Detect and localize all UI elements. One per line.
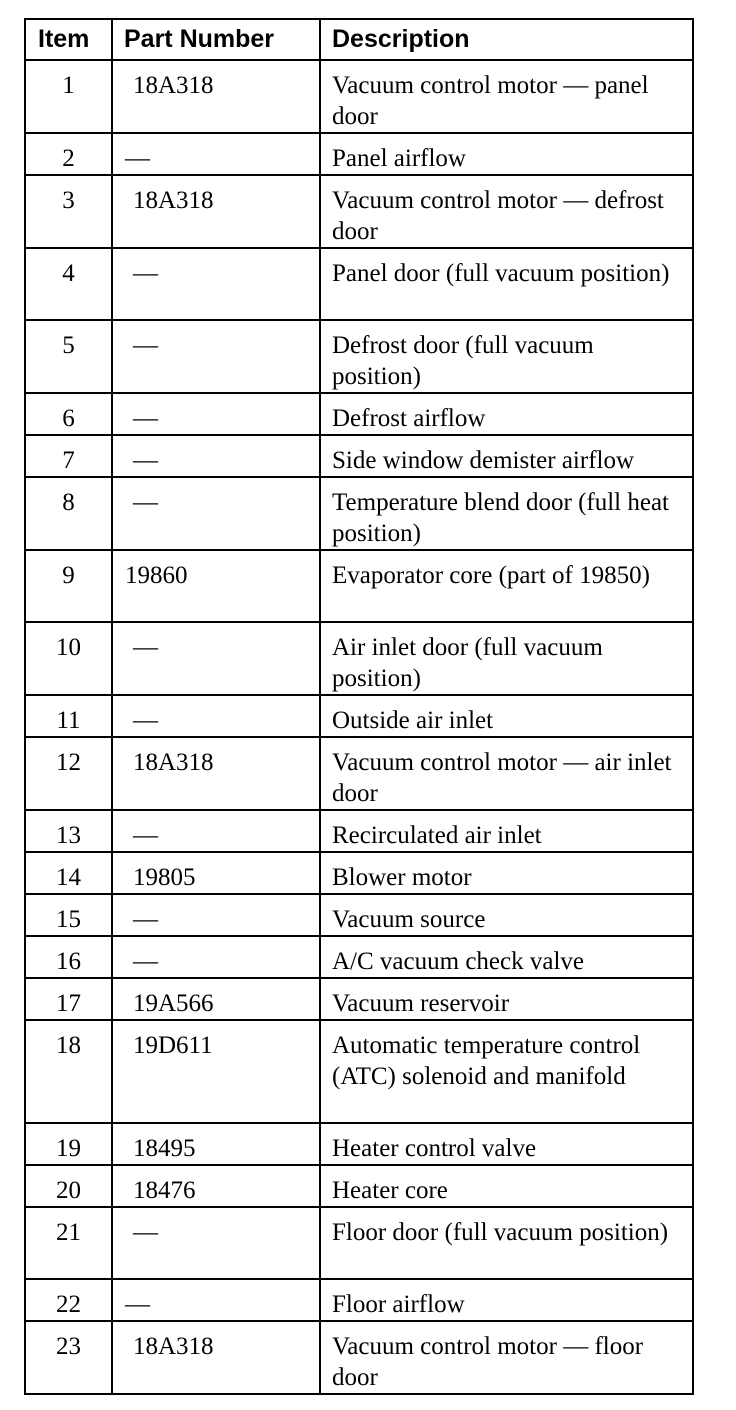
item-cell: 15: [25, 894, 112, 936]
description-cell: Vacuum control motor — floor door: [320, 1321, 693, 1394]
part-number-cell: 19860: [112, 550, 320, 622]
item-cell: 2: [25, 133, 112, 175]
description-cell: Floor airflow: [320, 1279, 693, 1321]
header-row: [25, 19, 693, 60]
item-cell: 23: [25, 1321, 112, 1394]
description-cell: Temperature blend door (full heat position): [320, 477, 693, 550]
table-row: [25, 695, 693, 737]
table-row: [25, 435, 693, 477]
description-cell: Defrost airflow: [320, 393, 693, 435]
table-row: [25, 1123, 693, 1165]
part-number-cell: 19D611: [112, 1020, 320, 1123]
table-body: [25, 60, 693, 1394]
item-cell: 21: [25, 1207, 112, 1279]
item-cell: 20: [25, 1165, 112, 1207]
item-cell: 8: [25, 477, 112, 550]
table-row: [25, 477, 693, 550]
table-row: [25, 894, 693, 936]
description-cell: Automatic temperature control (ATC) solenoid and manifold: [320, 1020, 693, 1123]
part-number-cell: —: [112, 695, 320, 737]
description-cell: Vacuum reservoir: [320, 978, 693, 1020]
item-cell: 12: [25, 737, 112, 810]
item-cell: 3: [25, 175, 112, 248]
item-cell: 13: [25, 810, 112, 852]
part-number-cell: 19A566: [112, 978, 320, 1020]
description-cell: Side window demister airflow: [320, 435, 693, 477]
item-cell: 7: [25, 435, 112, 477]
description-cell: Vacuum source: [320, 894, 693, 936]
table-row: [25, 393, 693, 435]
table-row: [25, 320, 693, 393]
part-number-cell: —: [112, 936, 320, 978]
table-row: [25, 737, 693, 810]
item-cell: 6: [25, 393, 112, 435]
description-cell: Vacuum control motor — defrost door: [320, 175, 693, 248]
parts-table: [24, 18, 694, 1395]
table-row: [25, 936, 693, 978]
part-number-cell: —: [112, 248, 320, 320]
part-number-cell: —: [112, 320, 320, 393]
header-item: Item: [25, 19, 112, 60]
table-row: [25, 1165, 693, 1207]
table-row: [25, 810, 693, 852]
description-cell: Evaporator core (part of 19850): [320, 550, 693, 622]
table-row: [25, 550, 693, 622]
item-cell: 5: [25, 320, 112, 393]
item-cell: 9: [25, 550, 112, 622]
table-row: [25, 133, 693, 175]
description-cell: Defrost door (full vacuum position): [320, 320, 693, 393]
table-row: [25, 978, 693, 1020]
part-number-cell: 18A318: [112, 175, 320, 248]
description-cell: Heater control valve: [320, 1123, 693, 1165]
part-number-cell: —: [112, 1207, 320, 1279]
description-cell: Panel door (full vacuum position): [320, 248, 693, 320]
description-cell: Recirculated air inlet: [320, 810, 693, 852]
part-number-cell: —: [112, 894, 320, 936]
description-cell: Heater core: [320, 1165, 693, 1207]
part-number-cell: —: [112, 1279, 320, 1321]
item-cell: 18: [25, 1020, 112, 1123]
table-row: [25, 1020, 693, 1123]
table-row: [25, 852, 693, 894]
part-number-cell: 19805: [112, 852, 320, 894]
part-number-cell: —: [112, 622, 320, 695]
part-number-cell: —: [112, 393, 320, 435]
part-number-cell: —: [112, 435, 320, 477]
table-row: [25, 248, 693, 320]
item-cell: 10: [25, 622, 112, 695]
item-cell: 16: [25, 936, 112, 978]
item-cell: 22: [25, 1279, 112, 1321]
description-cell: Air inlet door (full vacuum position): [320, 622, 693, 695]
table-row: [25, 60, 693, 133]
part-number-cell: —: [112, 810, 320, 852]
item-cell: 17: [25, 978, 112, 1020]
description-cell: Panel airflow: [320, 133, 693, 175]
description-cell: A/C vacuum check valve: [320, 936, 693, 978]
table-row: [25, 622, 693, 695]
table-header: [25, 19, 693, 60]
item-cell: 1: [25, 60, 112, 133]
part-number-cell: 18495: [112, 1123, 320, 1165]
item-cell: 4: [25, 248, 112, 320]
item-cell: 11: [25, 695, 112, 737]
item-cell: 19: [25, 1123, 112, 1165]
header-part-number: Part Number: [112, 19, 320, 60]
description-cell: Floor door (full vacuum position): [320, 1207, 693, 1279]
item-cell: 14: [25, 852, 112, 894]
description-cell: Vacuum control motor — panel door: [320, 60, 693, 133]
table-row: [25, 175, 693, 248]
description-cell: Outside air inlet: [320, 695, 693, 737]
part-number-cell: 18476: [112, 1165, 320, 1207]
part-number-cell: 18A318: [112, 60, 320, 133]
table-row: [25, 1279, 693, 1321]
table-row: [25, 1321, 693, 1394]
description-cell: Vacuum control motor — air inlet door: [320, 737, 693, 810]
part-number-cell: —: [112, 133, 320, 175]
part-number-cell: 18A318: [112, 1321, 320, 1394]
header-description: Description: [320, 19, 693, 60]
part-number-cell: 18A318: [112, 737, 320, 810]
part-number-cell: —: [112, 477, 320, 550]
description-cell: Blower motor: [320, 852, 693, 894]
table-row: [25, 1207, 693, 1279]
